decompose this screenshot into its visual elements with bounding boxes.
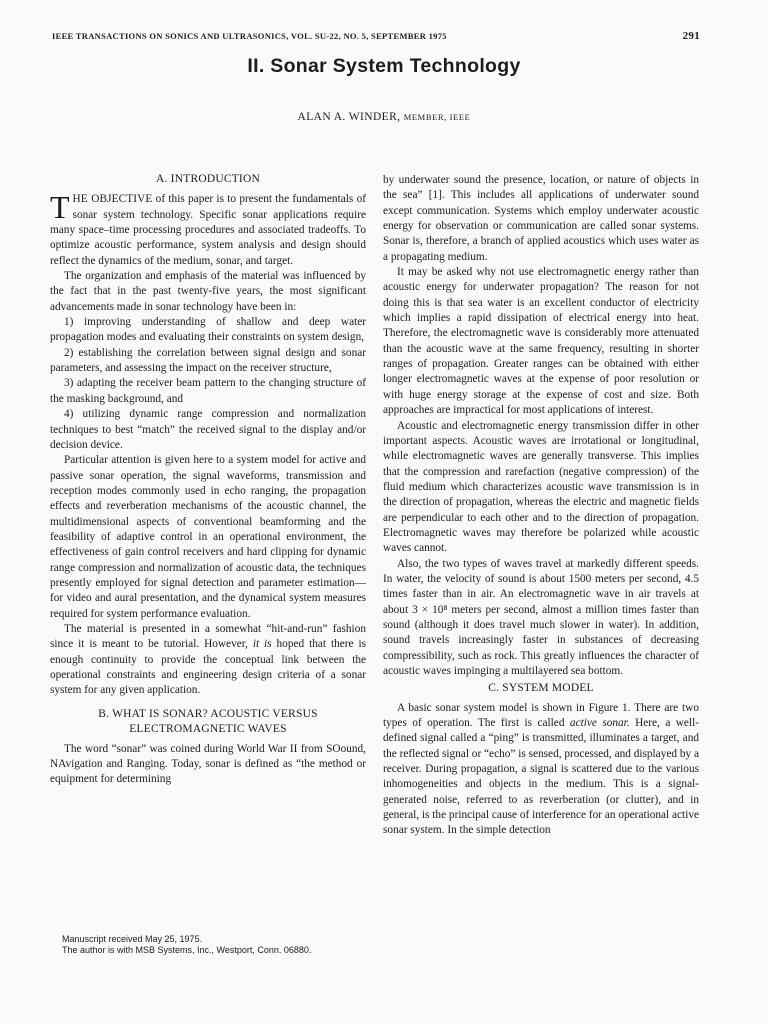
journal-header: IEEE TRANSACTIONS ON SONICS AND ULTRASONICS, VOL. SU-22, NO. 5, SEPTEMBER 1975 — [52, 31, 447, 41]
lead-caps: HE OBJECTIVE — [72, 193, 153, 206]
paragraph — [50, 622, 366, 699]
heading-line: ELECTROMAGNETIC WAVES — [129, 722, 287, 735]
footnote — [62, 934, 372, 956]
list-item: 4) utilizing dynamic range compression and normalization techniques to best “match” the received signal to the display and/or decision device. — [50, 408, 366, 451]
author-role: MEMBER, IEEE — [403, 112, 471, 122]
paragraph: The organization and emphasis of the material was influenced by the fact that in the past twenty-five years, the most significant advancements made in sonar technology have been in: — [50, 270, 366, 313]
paragraph-text: A basic sonar system model is shown in Figure 1. There are two types of operation. The first is called — [383, 701, 699, 730]
paragraph: Also, the two types of waves travel at markedly different speeds. In water, the velocity of sound is about 1500 meters per second, 4.5 times faster than in air. An electromagnetic wave in air travels at about 3 × 10⁸ meters per second, almost a million times faster than sound (although it does travel much slower in water). In addition, sound travels increasingly faster in substances of decreasing compressibility, such as rock. This greatly influences the character of acoustic waves impinging a multilayered sea bottom. — [383, 557, 699, 677]
list-item: 3) adapting the receiver beam pattern to the changing structure of the masking background, and — [50, 377, 366, 405]
footnote-received: Manuscript received May 25, 1975. — [62, 934, 203, 944]
italic-text: it is — [252, 638, 272, 651]
section-heading-what-is-sonar — [50, 707, 366, 737]
list-item: 1) improving understanding of shallow and deep water propagation modes and evaluating their constraints on system design, — [50, 316, 366, 344]
section-heading-system-model: C. SYSTEM MODEL — [488, 682, 594, 695]
author-name: ALAN A. WINDER, — [297, 111, 401, 123]
paragraph: Particular attention is given here to a system model for active and passive sonar operation, the signal waveforms, transmission and reception modes commonly used in echo ranging, the propagation effects and reverberation mechanisms of the acoustic channel, the multidimensional aspects of conventional beamforming and the feasibility of adaptive control in an operational environment, the effectiveness of gain control receivers and hard clipping for dynamic range compression and normalization of acoustic data, the techniques presently employed for signal detection and parameter estimation—for video and aural presentation, and the dynamical system measures required for system performance evaluation. — [50, 454, 366, 620]
italic-text: active sonar. — [569, 717, 630, 730]
left-column — [50, 170, 366, 788]
paragraph: It may be asked why not use electromagnetic energy rather than acoustic energy for underwater propagation? The reason for not doing this is that sea water is an excellent conductor of electricity which implies a rapid dissipation of electrical energy into heat. Therefore, the electromagnetic wave is considerably more attenuated than the acoustic wave at the same frequency, resulting in shorter ranges of propagation. Greater ranges can be obtained with either longer electromagnetic waves at the expense of poor resolution or with huge energy storage at the expense of cost and size. Both approaches are impractical for most applications of interest. — [383, 266, 699, 417]
paragraph-text: The material is presented in a somewhat “hit-and-run” fashion since it is meant to be tutorial. However, — [50, 622, 366, 651]
paragraph: Acoustic and electromagnetic energy transmission differ in other important aspects. Acoustic waves are irrotational or longitudinal, while electromagnetic waves are generally transverse. This implies that the compression and rarefaction (negative compression) of the fluid medium which characterizes acoustic wave transmission is in the direction of propagation, whereas the electric and magnetic fields are perpendicular to each other and to the direction of propagation. Electromagnetic waves may therefore be polarized while acoustic waves cannot. — [383, 419, 699, 555]
paragraph-text: hoped that there is enough continuity to provide the conceptual link between the operational constraints and engineering design criteria of a sonar system for any given application. — [50, 638, 366, 697]
page-number: 291 — [682, 30, 700, 42]
paragraph: The word “sonar” was coined during World War II from SOound, NAvigation and Ranging. Today, sonar is defined as “the method or equipment for determining — [50, 742, 366, 786]
section-heading-introduction: A. INTRODUCTION — [156, 173, 260, 185]
paragraph — [383, 701, 699, 839]
heading-line: B. WHAT IS SONAR? ACOUSTIC VERSUS — [98, 707, 318, 720]
paragraph: by underwater sound the presence, location, or nature of objects in the sea” [1]. This includes all applications of underwater sound except communication. Systems which employ underwater acoustic energy for observation or communication are called sonar systems. Sonar is, therefore, a branch of applied acoustics which uses water as a propagating medium. — [383, 174, 699, 263]
paragraph — [50, 189, 366, 269]
paragraph-text: Here, a well-defined signal called a “ping” is transmitted, illuminates a target, and the reflected signal or “echo” is sensed, processed, and displayed by a receiver. During propagation, a signal is scattered due to the various inhomogeneities and objects in the medium. This is a signal-generated noise, referred to as reverberation (or clutter), and in general, is the principal cause of interference for an operational active sonar system. In the simple detection — [383, 717, 699, 837]
drop-cap: T — [50, 189, 70, 226]
running-head — [52, 30, 700, 42]
paragraph-text: of this paper is to present the fundamentals of sonar system technology. Specific sonar applications require many space–time processing procedures and associated tradeoffs. To optimize acoustic performance, system analysis and design should reflect the dynamics of the medium, sonar, and target. — [50, 193, 366, 267]
right-column — [383, 173, 699, 839]
byline — [0, 111, 768, 123]
list-item: 2) establishing the correlation between signal design and sonar parameters, and assessing the impact on the receiver structure, — [50, 346, 366, 375]
footnote-affiliation: The author is with MSB Systems, Inc., Westport, Conn. 06880. — [62, 945, 312, 955]
paper-title: II. Sonar System Technology — [247, 55, 521, 77]
